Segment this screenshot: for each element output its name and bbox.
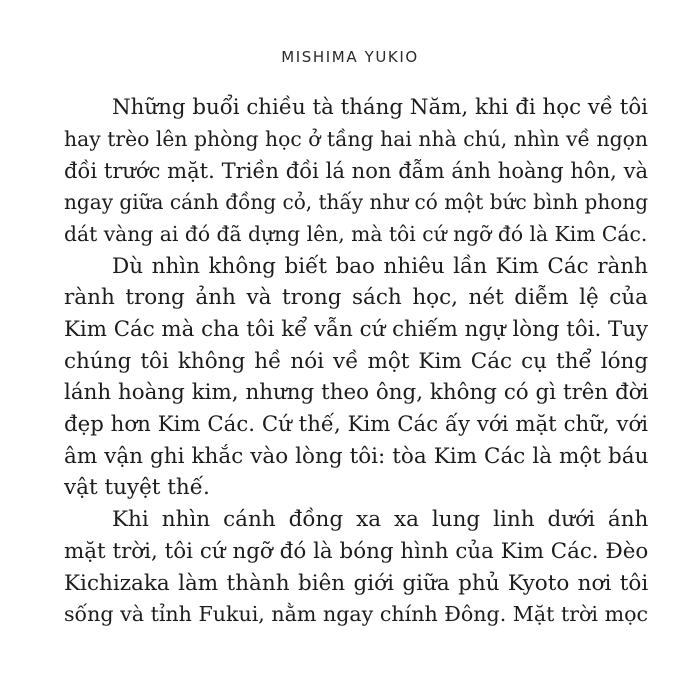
text-line: hay trèo lên phòng học ở tầng hai nhà chú, nhìn về ngọn — [64, 126, 648, 151]
text-line: âm vận ghi khắc vào lòng tôi: tòa Kim Các là một báu — [64, 443, 649, 469]
text-line: sống và tỉnh Fukui, nằm ngay chính Đông. Mặt trời mọc — [64, 602, 648, 627]
text-line: Dù nhìn không biết bao nhiêu lần Kim Các rành — [112, 253, 648, 279]
text-line: dát vàng ai đó đã dựng lên, mà tôi cứ ngỡ đó là Kim Các. — [64, 221, 648, 246]
text-line: đẹp hơn Kim Các. Cứ thế, Kim Các ấy với mặt chữ, với — [64, 412, 649, 438]
text-line: chúng tôi không hề nói về một Kim Các cụ thể lóng — [64, 348, 649, 374]
text-line: Kichizaka làm thành biên giới giữa phủ Kyoto nơi tôi — [64, 570, 649, 596]
text-line: ngay giữa cánh đồng cỏ, thấy như có một bức bình phong — [64, 190, 649, 215]
text-line: đồi trước mặt. Triền đồi lá non đẫm ánh hoàng hôn, và — [64, 158, 649, 184]
paragraph-2 — [64, 251, 648, 505]
running-header: MISHIMA YUKIO — [281, 48, 419, 66]
text-line: mặt trời, tôi cứ ngỡ đó là bóng hình của Kim Các. Đèo — [64, 538, 649, 564]
text-line: Khi nhìn cánh đồng xa xa lung linh dưới ánh — [112, 507, 649, 533]
paragraph-1 — [64, 92, 648, 251]
text-line: vật tuyệt thế. — [64, 475, 210, 501]
text-line: Những buổi chiều tà tháng Năm, khi đi học về tôi — [112, 95, 648, 120]
text-line: rành trong ảnh và trong sách học, nét diễm lệ của — [64, 285, 648, 311]
paragraph-3 — [64, 504, 648, 631]
text-line: Kim Các mà cha tôi kể vẫn cứ chiếm ngự lòng tôi. Tuy — [64, 316, 648, 342]
page-body — [64, 92, 648, 631]
text-line: lánh hoàng kim, nhưng theo ông, không có gì trên đời — [64, 380, 649, 406]
